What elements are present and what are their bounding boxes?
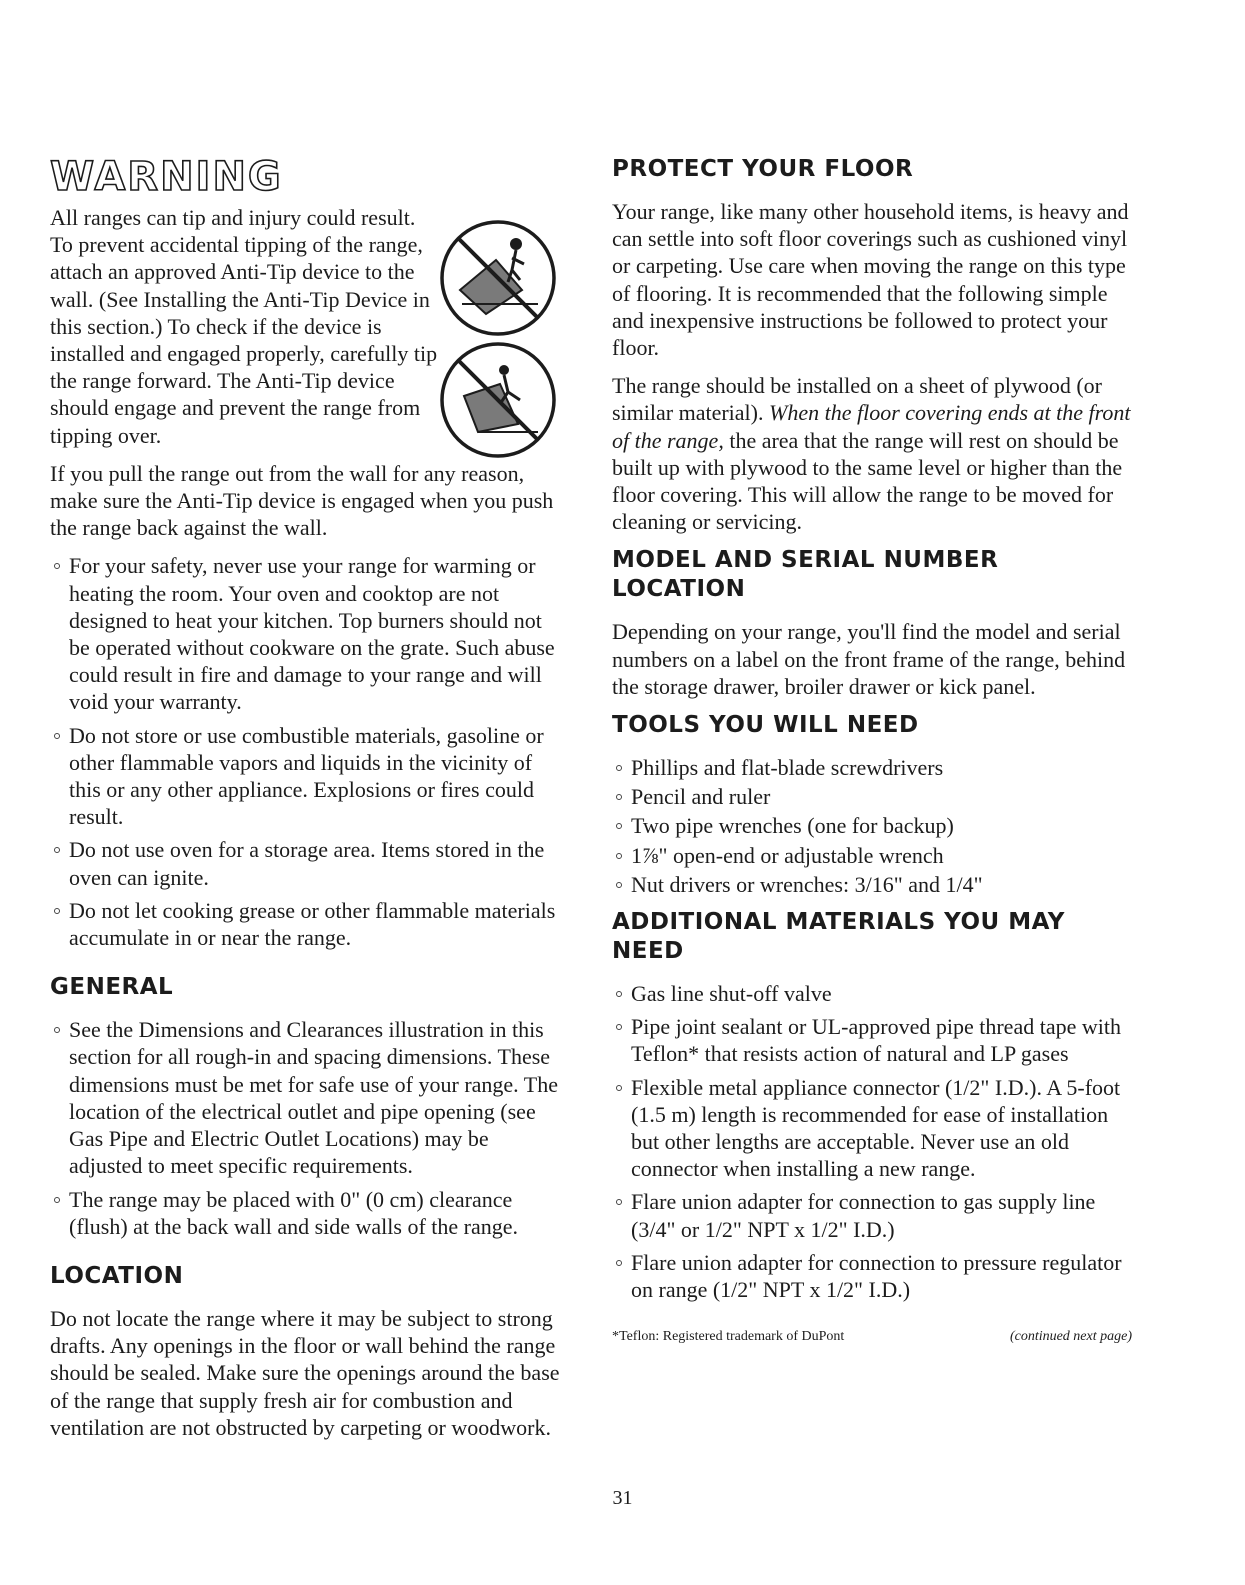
model-serial-heading: MODEL AND SERIAL NUMBER LOCATION: [612, 547, 999, 603]
protect-floor-paragraph-2: [612, 372, 1132, 535]
list-item: 1⅞" open-end or adjustable wrench: [612, 842, 1132, 869]
list-item: Two pipe wrenches (one for backup): [612, 812, 1132, 839]
warning-section: [50, 155, 565, 951]
general-list: [50, 1016, 565, 1240]
list-item: Flare union adapter for connection to pressure regulator on range (1/2" NPT x 1/2" I.D.): [612, 1249, 1132, 1303]
list-item: Pipe joint sealant or UL-approved pipe thread tape with Teflon* that resists action of natural and LP gases: [612, 1013, 1132, 1067]
paragraph-text: The range should be installed on a sheet of plywood (or similar material).: [612, 373, 1102, 426]
warning-icons: [438, 218, 568, 462]
general-section: [50, 973, 565, 1240]
warning-list: [50, 552, 565, 951]
list-item: Flare union adapter for connection to gas supply line (3/4" or 1/2" NPT x 1/2" I.D.): [612, 1188, 1132, 1242]
location-paragraph: Do not locate the range where it may be subject to strong drafts. Any openings in the floor or wall behind the range should be sealed. Make sure the openings around the base of the range that supply fresh air for combustion and ventilation are not obstructed by carpeting or woodwork.: [50, 1305, 560, 1440]
list-item: Flexible metal appliance connector (1/2" I.D.). A 5-foot (1.5 m) length is recommended for ease of installation but other lengths are acceptable. Never use an old connector when installing a new range.: [612, 1074, 1132, 1183]
footnote-row: [612, 1313, 1132, 1350]
materials-heading: ADDITIONAL MATERIALS YOU MAY NEED: [612, 909, 1065, 965]
tools-section: [612, 711, 1132, 898]
list-item: Do not use oven for a storage area. Items stored in the oven can ignite.: [50, 836, 565, 890]
tools-list: [612, 754, 1132, 898]
general-heading: GENERAL: [50, 974, 174, 1001]
list-item: Nut drivers or wrenches: 3/16" and 1/4": [612, 871, 1132, 898]
footnote: *Teflon: Registered trademark of DuPont: [612, 1329, 845, 1345]
warning-title: WARNING: [50, 154, 283, 200]
protect-floor-paragraph: Your range, like many other household items, is heavy and can settle into soft floor coverings such as cushioned vinyl or carpeting. Use care when moving the range on this type of flooring. It is recommended that the following simple and inexpensive instructions be followed to protect your floor.: [612, 199, 1129, 361]
paragraph-text: the area that the range will rest on should be built up with plywood to the same level or higher than the floor covering. This will allow the range to be moved for cleaning or servicing.: [612, 427, 1123, 535]
warning-paragraph: All ranges can tip and injury could result. To prevent accidental tipping of the range, attach an approved Anti-Tip device to the wall. (See Installing the Anti-Tip Device in this section.) To check if the device is installed and engaged properly, carefully tip the range forward. The Anti-Tip device should engage and prevent the range from tipping over.: [50, 205, 438, 448]
protect-floor-heading: PROTECT YOUR FLOOR: [612, 156, 914, 182]
list-item: For your safety, never use your range for warming or heating the room. Your oven and cooktop are not designed to heat your kitchen. Top burners should not be operated without cookware on the grate. Such abuse could result in fire and damage to your range and will void your warranty.: [50, 552, 565, 715]
list-item: Do not let cooking grease or other flammable materials accumulate in or near the range.: [50, 897, 565, 951]
location-heading: LOCATION: [50, 1262, 184, 1289]
materials-section: [612, 908, 1132, 1350]
page-number: 31: [612, 1487, 633, 1509]
list-item: Phillips and flat-blade screwdrivers: [612, 754, 1132, 781]
emphasis-text: When the floor covering ends at the front of the range,: [612, 400, 1131, 453]
tools-heading: TOOLS YOU WILL NEED: [612, 712, 919, 739]
location-section: [50, 1262, 565, 1441]
model-serial-section: [612, 546, 1132, 700]
list-item: Pencil and ruler: [612, 783, 1132, 810]
left-column: [50, 155, 565, 1452]
tipping-child-prohibited-icon: [438, 218, 558, 338]
right-column: [612, 155, 1132, 1351]
continued-note: (continued next page): [1009, 1329, 1132, 1345]
list-item: The range may be placed with 0" (0 cm) clearance (flush) at the back wall and side walls of the range.: [50, 1186, 565, 1240]
list-item: See the Dimensions and Clearances illustration in this section for all rough-in and spacing dimensions. These dimensions must be met for safe use of your range. The location of the electrical outlet and pipe opening (see Gas Pipe and Electric Outlet Locations) may be adjusted to meet specific requirements.: [50, 1016, 565, 1179]
warning-paragraph-2: If you pull the range out from the wall for any reason, make sure the Anti-Tip device is engaged when you push the range back against the wall.: [50, 460, 554, 541]
list-item: Gas line shut-off valve: [612, 980, 1132, 1007]
materials-list: [612, 980, 1132, 1303]
list-item: Do not store or use combustible materials, gasoline or other flammable vapors and liquids in the vicinity of this or any other appliance. Explosions or fires could result.: [50, 722, 565, 831]
model-serial-paragraph: Depending on your range, you'll find the model and serial numbers on a label on the front frame of the range, behind the storage drawer, broiler drawer or kick panel.: [612, 619, 1126, 699]
tipping-range-prohibited-icon: [438, 340, 558, 460]
protect-floor-section: [612, 155, 1132, 535]
